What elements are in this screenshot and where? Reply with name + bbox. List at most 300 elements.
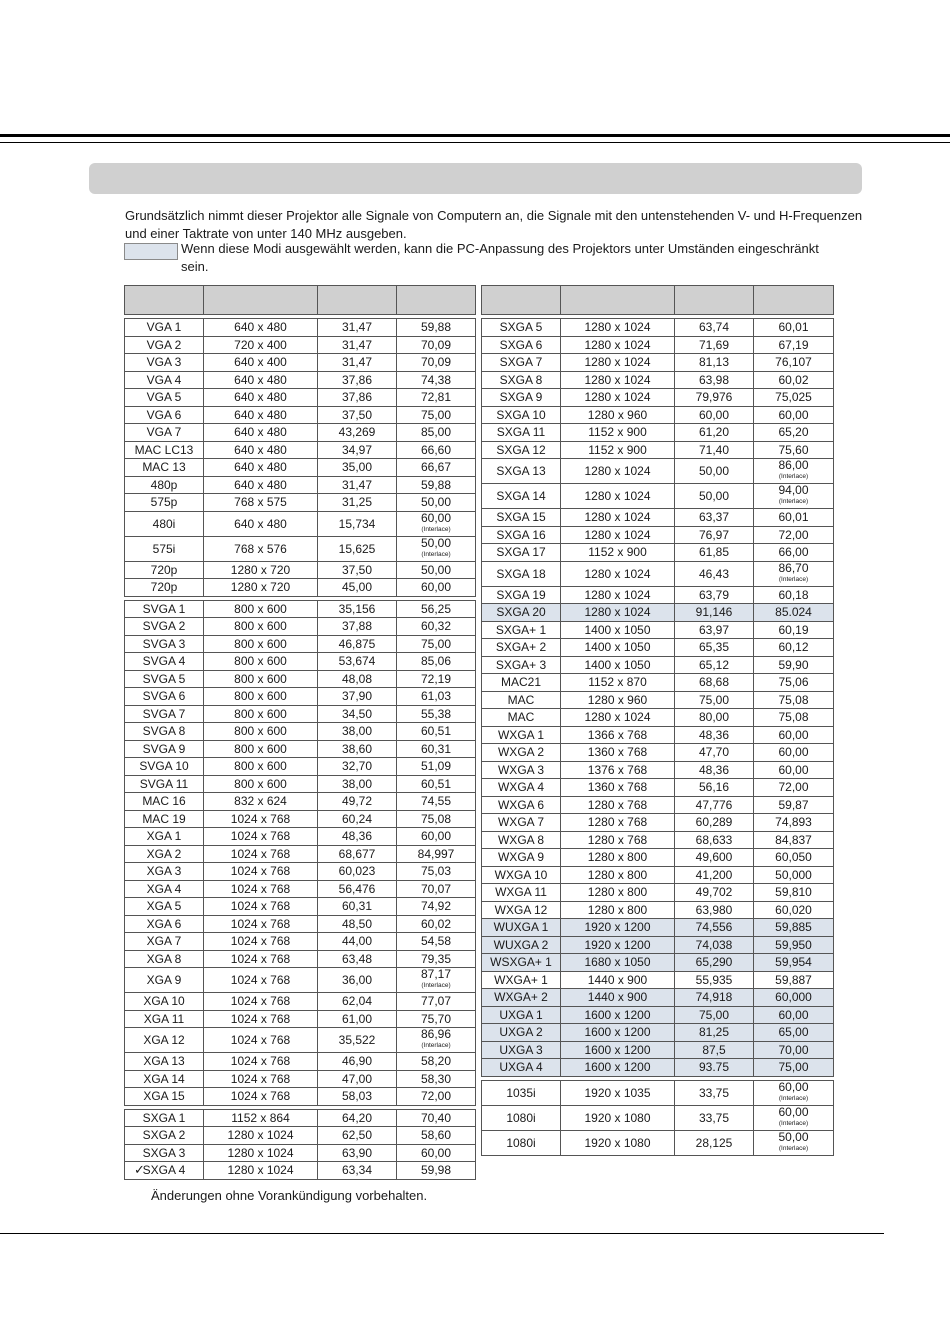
table-row <box>482 849 834 867</box>
header-cell-resolution <box>561 286 675 315</box>
h-freq-cell: 37,88 <box>318 618 397 636</box>
table-row <box>125 845 476 863</box>
h-freq-cell: 68,677 <box>318 845 397 863</box>
mode-cell: WXGA 3 <box>482 761 561 779</box>
v-freq-cell: 59,90 <box>754 656 834 674</box>
h-freq-cell: 93.75 <box>675 1059 754 1077</box>
section-header-bar <box>89 163 862 194</box>
table-row <box>482 406 834 424</box>
resolution-cell: 1024 x 768 <box>204 950 318 968</box>
h-freq-cell: 75,00 <box>675 1006 754 1024</box>
h-freq-cell: 60,24 <box>318 810 397 828</box>
v-freq-cell: 59,98 <box>397 1162 476 1180</box>
table-row <box>125 810 476 828</box>
resolution-cell: 1280 x 1024 <box>561 484 675 509</box>
bottom-rule <box>0 1233 884 1234</box>
mode-cell: VGA 7 <box>125 424 204 442</box>
h-freq-cell: 28,125 <box>675 1130 754 1155</box>
table-row <box>482 761 834 779</box>
top-rule-thin <box>0 142 950 143</box>
h-freq-cell: 65,290 <box>675 954 754 972</box>
h-freq-cell: 48,36 <box>675 726 754 744</box>
v-freq-cell: 60,31 <box>397 740 476 758</box>
h-freq-cell: 68,633 <box>675 831 754 849</box>
interlace-rate: 87,17 <box>420 967 452 981</box>
resolution-cell: 720 x 400 <box>204 336 318 354</box>
resolution-cell: 800 x 600 <box>204 635 318 653</box>
mode-cell: WXGA 2 <box>482 744 561 762</box>
mode-cell: XGA 14 <box>125 1070 204 1088</box>
h-freq-cell: 58,03 <box>318 1088 397 1106</box>
table-row <box>482 336 834 354</box>
resolution-cell: 1024 x 768 <box>204 1070 318 1088</box>
h-freq-cell: 53,674 <box>318 653 397 671</box>
resolution-cell: 1024 x 768 <box>204 915 318 933</box>
table-row <box>125 950 476 968</box>
table-row <box>482 1041 834 1059</box>
mode-cell: XGA 4 <box>125 880 204 898</box>
table-row <box>482 901 834 919</box>
h-freq-cell: 38,60 <box>318 740 397 758</box>
resolution-cell: 800 x 600 <box>204 653 318 671</box>
h-freq-cell: 87,5 <box>675 1041 754 1059</box>
table-row <box>482 1080 834 1105</box>
resolution-cell: 1920 x 1035 <box>561 1080 675 1105</box>
table-row <box>125 371 476 389</box>
resolution-cell: 1280 x 800 <box>561 901 675 919</box>
resolution-cell: 800 x 600 <box>204 688 318 706</box>
table-row <box>482 814 834 832</box>
mode-cell: WXGA 4 <box>482 779 561 797</box>
v-freq-cell: 55,38 <box>397 705 476 723</box>
mode-cell: 720p <box>125 579 204 597</box>
h-freq-cell: 15,734 <box>318 511 397 536</box>
table-row <box>125 579 476 597</box>
table-header-row <box>125 286 476 315</box>
table-row <box>125 688 476 706</box>
h-freq-cell: 48,36 <box>318 828 397 846</box>
mode-cell: SXGA 4 <box>125 1162 204 1180</box>
resolution-cell: 1280 x 1024 <box>561 526 675 544</box>
resolution-cell: 1280 x 1024 <box>204 1127 318 1145</box>
resolution-cell: 1280 x 1024 <box>561 509 675 527</box>
h-freq-cell: 47,00 <box>318 1070 397 1088</box>
mode-cell: SXGA 5 <box>482 319 561 337</box>
v-freq-cell: 75,00 <box>397 406 476 424</box>
mode-cell: SXGA 3 <box>125 1144 204 1162</box>
mode-cell: VGA 3 <box>125 354 204 372</box>
resolution-cell: 1376 x 768 <box>561 761 675 779</box>
v-freq-cell: 70,40 <box>397 1109 476 1127</box>
v-freq-cell: 75,06 <box>754 674 834 692</box>
v-freq-cell <box>397 511 476 536</box>
v-freq-cell: 51,09 <box>397 758 476 776</box>
mode-cell: MAC 19 <box>125 810 204 828</box>
v-freq-cell: 60,00 <box>397 1144 476 1162</box>
table-row <box>482 919 834 937</box>
v-freq-cell: 60,00 <box>754 761 834 779</box>
resolution-cell: 1152 x 900 <box>561 544 675 562</box>
resolution-cell: 1280 x 1024 <box>561 354 675 372</box>
mode-cell: SVGA 3 <box>125 635 204 653</box>
resolution-cell: 800 x 600 <box>204 775 318 793</box>
h-freq-cell: 35,00 <box>318 459 397 477</box>
v-freq-cell: 59,88 <box>397 476 476 494</box>
table-row <box>125 635 476 653</box>
table-row <box>482 484 834 509</box>
h-freq-cell: 60,00 <box>675 406 754 424</box>
v-freq-cell: 60,000 <box>754 989 834 1007</box>
header-cell-v-freq <box>754 286 834 315</box>
resolution-cell: 1360 x 768 <box>561 744 675 762</box>
h-freq-cell: 15,625 <box>318 536 397 561</box>
mode-cell: SXGA 9 <box>482 389 561 407</box>
mode-cell: SXGA 18 <box>482 561 561 586</box>
resolution-cell: 1024 x 768 <box>204 845 318 863</box>
v-freq-cell: 85.024 <box>754 604 834 622</box>
table-row <box>482 354 834 372</box>
resolution-cell: 1152 x 864 <box>204 1109 318 1127</box>
interlace-label: (Interlace) <box>778 575 809 583</box>
resolution-cell: 1280 x 800 <box>561 866 675 884</box>
mode-cell: UXGA 4 <box>482 1059 561 1077</box>
mode-cell: SXGA 16 <box>482 526 561 544</box>
h-freq-cell: 32,70 <box>318 758 397 776</box>
mode-cell: 480p <box>125 476 204 494</box>
mode-cell: SXGA 7 <box>482 354 561 372</box>
table-row <box>482 389 834 407</box>
h-freq-cell: 81,13 <box>675 354 754 372</box>
h-freq-cell: 60,023 <box>318 863 397 881</box>
table-row <box>125 1162 476 1180</box>
table-row <box>482 936 834 954</box>
h-freq-cell: 62,50 <box>318 1127 397 1145</box>
interlace-label: (Interlace) <box>778 473 809 480</box>
legend-swatch <box>124 243 178 260</box>
mode-cell: 1080i <box>482 1105 561 1130</box>
mode-cell: SXGA+ 3 <box>482 656 561 674</box>
mode-cell: MAC <box>482 691 561 709</box>
v-freq-cell: 60,00 <box>397 579 476 597</box>
mode-cell: SXGA 14 <box>482 484 561 509</box>
h-freq-cell: 91,146 <box>675 604 754 622</box>
mode-cell: SXGA 13 <box>482 459 561 484</box>
table-row <box>125 653 476 671</box>
mode-cell: XGA 5 <box>125 898 204 916</box>
mode-cell: WXGA 12 <box>482 901 561 919</box>
table-row <box>482 726 834 744</box>
resolution-cell: 1366 x 768 <box>561 726 675 744</box>
mode-cell: SXGA 1 <box>125 1109 204 1127</box>
table-row <box>482 656 834 674</box>
h-freq-cell: 71,69 <box>675 336 754 354</box>
table-row <box>125 723 476 741</box>
mode-cell: UXGA 2 <box>482 1024 561 1042</box>
mode-cell: SXGA 8 <box>482 371 561 389</box>
mode-cell: UXGA 3 <box>482 1041 561 1059</box>
resolution-cell: 800 x 600 <box>204 705 318 723</box>
mode-cell: XGA 8 <box>125 950 204 968</box>
v-freq-cell: 54,58 <box>397 933 476 951</box>
mode-cell: SVGA 9 <box>125 740 204 758</box>
v-freq-cell: 58,60 <box>397 1127 476 1145</box>
v-freq-cell: 66,60 <box>397 441 476 459</box>
mode-cell: WXGA 10 <box>482 866 561 884</box>
h-freq-cell: 68,68 <box>675 674 754 692</box>
resolution-cell: 640 x 480 <box>204 371 318 389</box>
h-freq-cell: 34,50 <box>318 705 397 723</box>
table-row <box>125 336 476 354</box>
v-freq-cell: 50,00 <box>397 561 476 579</box>
mode-cell: SVGA 11 <box>125 775 204 793</box>
h-freq-cell: 60,289 <box>675 814 754 832</box>
resolution-cell: 1920 x 1080 <box>561 1105 675 1130</box>
h-freq-cell: 35,156 <box>318 600 397 618</box>
table-row <box>125 354 476 372</box>
table-row <box>125 1144 476 1162</box>
resolution-cell: 1280 x 768 <box>561 814 675 832</box>
mode-cell: WUXGA 1 <box>482 919 561 937</box>
interlace-label: (Interlace) <box>421 982 451 989</box>
v-freq-cell: 85,06 <box>397 653 476 671</box>
mode-cell: UXGA 1 <box>482 1006 561 1024</box>
h-freq-cell: 49,72 <box>318 793 397 811</box>
v-freq-cell: 72,00 <box>754 526 834 544</box>
interlace-label: (Interlace) <box>778 1119 809 1127</box>
resolution-cell: 1280 x 1024 <box>204 1144 318 1162</box>
v-freq-cell: 59,810 <box>754 884 834 902</box>
v-freq-cell: 60,32 <box>397 618 476 636</box>
v-freq-cell: 77,07 <box>397 993 476 1011</box>
mode-cell: XGA 9 <box>125 968 204 993</box>
v-freq-cell: 75,70 <box>397 1010 476 1028</box>
h-freq-cell: 56,476 <box>318 880 397 898</box>
h-freq-cell: 76,97 <box>675 526 754 544</box>
mode-cell: XGA 13 <box>125 1053 204 1071</box>
h-freq-cell: 49,702 <box>675 884 754 902</box>
footnote: Änderungen ohne Vorankündigung vorbehalten. <box>151 1188 428 1203</box>
mode-cell: WUXGA 2 <box>482 936 561 954</box>
header-cell-h-freq <box>318 286 397 315</box>
resolution-cell: 1024 x 768 <box>204 1028 318 1053</box>
mode-cell: MAC 16 <box>125 793 204 811</box>
resolution-cell: 1024 x 768 <box>204 1088 318 1106</box>
resolution-cell: 1280 x 1024 <box>561 389 675 407</box>
resolution-cell: 1280 x 960 <box>561 691 675 709</box>
mode-cell: VGA 2 <box>125 336 204 354</box>
interlace-label: (Interlace) <box>778 498 809 505</box>
table-row <box>125 618 476 636</box>
resolution-cell: 768 x 576 <box>204 536 318 561</box>
v-freq-cell: 75,08 <box>754 691 834 709</box>
v-freq-cell: 59,87 <box>754 796 834 814</box>
table-row <box>125 863 476 881</box>
resolution-cell: 1600 x 1200 <box>561 1059 675 1077</box>
table-row <box>482 691 834 709</box>
v-freq-cell: 60,01 <box>754 319 834 337</box>
mode-cell: SXGA 19 <box>482 586 561 604</box>
v-freq-cell: 61,03 <box>397 688 476 706</box>
mode-cell: SXGA 15 <box>482 509 561 527</box>
resolution-cell: 1280 x 1024 <box>561 459 675 484</box>
h-freq-cell: 63,90 <box>318 1144 397 1162</box>
resolution-cell: 1280 x 720 <box>204 579 318 597</box>
table-row <box>482 1059 834 1077</box>
table-row <box>125 600 476 618</box>
table-row <box>482 371 834 389</box>
signal-table-right <box>481 285 834 1156</box>
interlace-rate: 94,00 <box>778 483 809 497</box>
check-icon: ✓ <box>134 1162 145 1177</box>
interlace-label: (Interlace) <box>421 525 451 533</box>
resolution-cell: 1280 x 1024 <box>561 336 675 354</box>
h-freq-cell: 31,47 <box>318 354 397 372</box>
h-freq-cell: 38,00 <box>318 723 397 741</box>
table-row <box>125 898 476 916</box>
resolution-cell: 832 x 624 <box>204 793 318 811</box>
v-freq-cell: 59,950 <box>754 936 834 954</box>
v-freq-cell: 70,00 <box>754 1041 834 1059</box>
v-freq-cell: 74,92 <box>397 898 476 916</box>
h-freq-cell: 31,25 <box>318 494 397 512</box>
resolution-cell: 640 x 480 <box>204 476 318 494</box>
table-row <box>482 544 834 562</box>
mode-cell: XGA 11 <box>125 1010 204 1028</box>
table-row <box>482 621 834 639</box>
v-freq-cell: 65,00 <box>754 1024 834 1042</box>
v-freq-cell: 50,000 <box>754 866 834 884</box>
mode-cell: MAC21 <box>482 674 561 692</box>
v-freq-cell <box>754 1130 834 1155</box>
table-row <box>125 441 476 459</box>
mode-cell: XGA 10 <box>125 993 204 1011</box>
h-freq-cell: 45,00 <box>318 579 397 597</box>
table-header-row <box>482 286 834 315</box>
v-freq-cell: 60,050 <box>754 849 834 867</box>
resolution-cell: 800 x 600 <box>204 600 318 618</box>
table-row <box>125 459 476 477</box>
mode-cell: WXGA 7 <box>482 814 561 832</box>
mode-cell: SVGA 10 <box>125 758 204 776</box>
h-freq-cell: 75,00 <box>675 691 754 709</box>
interlace-rate: 60,00 <box>778 1105 809 1119</box>
table-row <box>482 526 834 544</box>
resolution-cell: 1600 x 1200 <box>561 1006 675 1024</box>
v-freq-cell: 60,00 <box>754 744 834 762</box>
table-row <box>125 933 476 951</box>
mode-cell: SXGA+ 2 <box>482 639 561 657</box>
table-row <box>482 319 834 337</box>
resolution-cell: 800 x 600 <box>204 670 318 688</box>
table-row <box>125 1127 476 1145</box>
h-freq-cell: 31,47 <box>318 476 397 494</box>
resolution-cell: 1280 x 1024 <box>561 561 675 586</box>
resolution-cell: 800 x 600 <box>204 723 318 741</box>
h-freq-cell: 63,980 <box>675 901 754 919</box>
table-row <box>482 1024 834 1042</box>
table-row <box>125 319 476 337</box>
v-freq-cell: 75,08 <box>397 810 476 828</box>
h-freq-cell: 46,90 <box>318 1053 397 1071</box>
header-cell-v-freq <box>397 286 476 315</box>
resolution-cell: 640 x 480 <box>204 511 318 536</box>
h-freq-cell: 46,875 <box>318 635 397 653</box>
v-freq-cell: 60,18 <box>754 586 834 604</box>
v-freq-cell: 67,19 <box>754 336 834 354</box>
table-row <box>125 406 476 424</box>
v-freq-cell: 84,997 <box>397 845 476 863</box>
table-row <box>482 796 834 814</box>
resolution-cell: 1152 x 870 <box>561 674 675 692</box>
mode-cell: XGA 6 <box>125 915 204 933</box>
interlace-label: (Interlace) <box>778 1094 809 1102</box>
h-freq-cell: 47,70 <box>675 744 754 762</box>
mode-cell: SVGA 6 <box>125 688 204 706</box>
table-row <box>125 915 476 933</box>
resolution-cell: 1280 x 800 <box>561 849 675 867</box>
table-row <box>482 831 834 849</box>
h-freq-cell: 31,47 <box>318 336 397 354</box>
header-cell-h-freq <box>675 286 754 315</box>
table-row <box>482 441 834 459</box>
mode-cell: WXGA 1 <box>482 726 561 744</box>
table-row <box>482 866 834 884</box>
v-freq-cell <box>397 968 476 993</box>
interlace-rate: 50,00 <box>778 1130 809 1144</box>
legend-text: Wenn diese Modi ausgewählt werden, kann die PC-Anpassung des Projektors unter Umständen eingeschränkt sein. <box>181 241 819 274</box>
interlace-rate: 86,00 <box>778 458 809 472</box>
resolution-cell: 640 x 480 <box>204 459 318 477</box>
resolution-cell: 1024 x 768 <box>204 1010 318 1028</box>
v-freq-cell: 74,38 <box>397 371 476 389</box>
mode-cell: 480i <box>125 511 204 536</box>
h-freq-cell: 61,00 <box>318 1010 397 1028</box>
resolution-cell: 1280 x 1024 <box>561 371 675 389</box>
table-row <box>125 775 476 793</box>
h-freq-cell: 46,43 <box>675 561 754 586</box>
mode-cell: XGA 15 <box>125 1088 204 1106</box>
interlace-rate: 50,00 <box>420 536 452 550</box>
h-freq-cell: 47,776 <box>675 796 754 814</box>
table-row <box>482 586 834 604</box>
table-row <box>125 968 476 993</box>
table-row <box>482 509 834 527</box>
resolution-cell: 1600 x 1200 <box>561 1024 675 1042</box>
h-freq-cell: 37,86 <box>318 389 397 407</box>
v-freq-cell: 60,00 <box>397 828 476 846</box>
interlace-label: (Interlace) <box>421 550 451 558</box>
h-freq-cell: 79,976 <box>675 389 754 407</box>
v-freq-cell: 66,67 <box>397 459 476 477</box>
resolution-cell: 1280 x 720 <box>204 561 318 579</box>
table-row <box>482 779 834 797</box>
mode-cell: MAC LC13 <box>125 441 204 459</box>
v-freq-cell: 72,19 <box>397 670 476 688</box>
mode-cell: SVGA 5 <box>125 670 204 688</box>
resolution-cell: 1024 x 768 <box>204 810 318 828</box>
table-row <box>482 971 834 989</box>
h-freq-cell: 74,918 <box>675 989 754 1007</box>
table-row <box>482 954 834 972</box>
v-freq-cell: 59,887 <box>754 971 834 989</box>
v-freq-cell: 70,09 <box>397 336 476 354</box>
resolution-cell: 640 x 480 <box>204 441 318 459</box>
resolution-cell: 1280 x 1024 <box>204 1162 318 1180</box>
v-freq-cell: 79,35 <box>397 950 476 968</box>
v-freq-cell: 75,08 <box>754 709 834 727</box>
interlace-rate: 86,70 <box>778 561 809 575</box>
mode-cell: SXGA 2 <box>125 1127 204 1145</box>
